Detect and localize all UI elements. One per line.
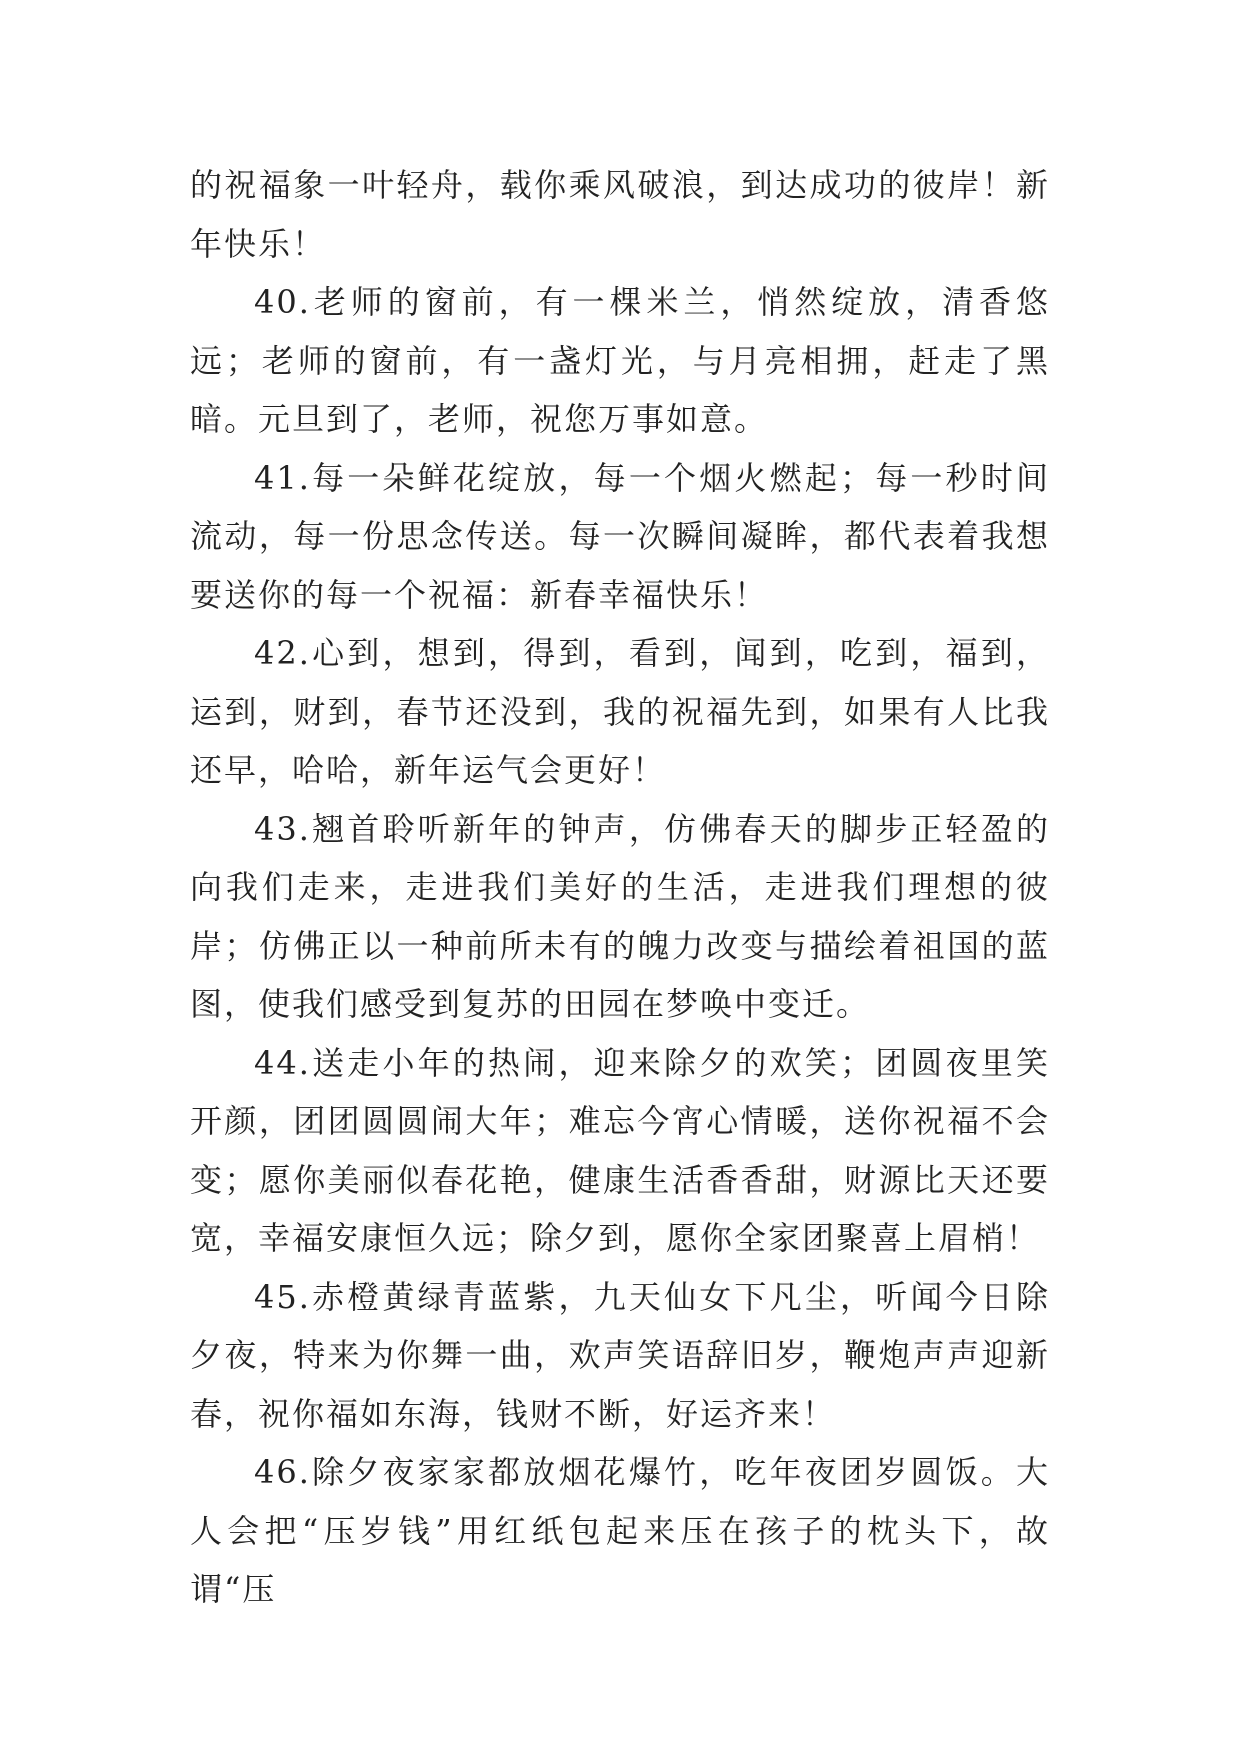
paragraph-40: 40.老师的窗前，有一棵米兰，悄然绽放，清香悠远；老师的窗前，有一盏灯光，与月亮相拥，赶走了黑暗。元旦到了，老师，祝您万事如意。 (190, 283, 1050, 438)
paragraph-43: 43.翘首聆听新年的钟声，仿佛春天的脚步正轻盈的向我们走来，走进我们美好的生活，走进我们理想的彼岸；仿佛正以一种前所未有的魄力改变与描绘着祖国的蓝图，使我们感受到复苏的田园在梦唤中变迁。 (190, 809, 1050, 1023)
paragraph-46: 46.除夕夜家家都放烟花爆竹，吃年夜团岁圆饭。大人会把“压岁钱”用红纸包起来压在孩子的枕头下，故谓“压 (190, 1453, 1050, 1608)
paragraph-42: 42.心到，想到，得到，看到，闻到，吃到，福到，运到，财到，春节还没到，我的祝福先到，如果有人比我还早，哈哈，新年运气会更好！ (190, 634, 1050, 789)
document-body (190, 156, 1050, 1619)
paragraph-41: 41.每一朵鲜花绽放，每一个烟火燃起；每一秒时间流动，每一份思念传送。每一次瞬间凝眸，都代表着我想要送你的每一个祝福：新春幸福快乐！ (190, 458, 1050, 614)
paragraph-44: 44.送走小年的热闹，迎来除夕的欢笑；团圆夜里笑开颜，团团圆圆闹大年；难忘今宵心情暖，送你祝福不会变；愿你美丽似春花艳，健康生活香香甜，财源比天还要宽，幸福安康恒久远；除夕到，愿你全家团聚喜上眉梢！ (190, 1043, 1050, 1257)
paragraph-continuation: 的祝福象一叶轻舟，载你乘风破浪，到达成功的彼岸！新年快乐！ (190, 166, 1050, 263)
paragraph-45: 45.赤橙黄绿青蓝紫，九天仙女下凡尘，听闻今日除夕夜，特来为你舞一曲，欢声笑语辞旧岁，鞭炮声声迎新春，祝你福如东海，钱财不断，好运齐来！ (190, 1277, 1050, 1433)
